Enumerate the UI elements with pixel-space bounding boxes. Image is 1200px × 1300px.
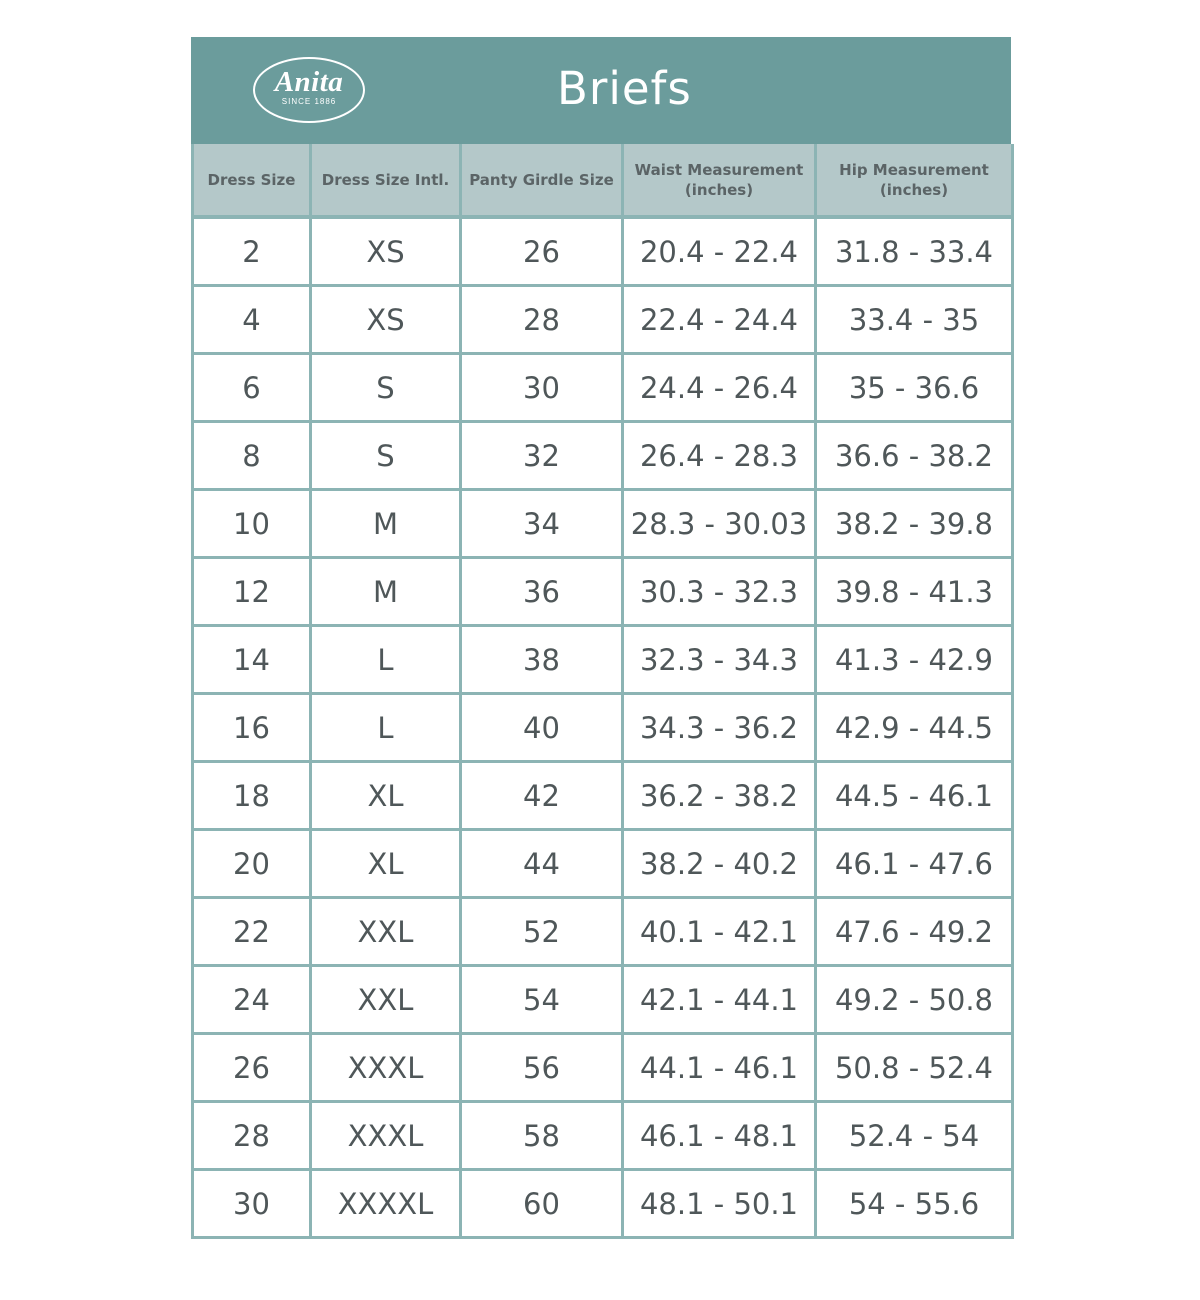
dress-size-intl-cell: XL	[311, 762, 461, 830]
panty-girdle-size-cell: 52	[461, 898, 623, 966]
panty-girdle-size-cell: 32	[461, 422, 623, 490]
dress-size-cell: 10	[193, 490, 311, 558]
header-waist-measurement: Waist Measurement (inches)	[623, 144, 816, 217]
waist-cell: 26.4 - 28.3	[623, 422, 816, 490]
dress-size-cell: 18	[193, 762, 311, 830]
header-dress-size: Dress Size	[193, 144, 311, 217]
waist-cell: 46.1 - 48.1	[623, 1102, 816, 1170]
hip-cell: 54 - 55.6	[816, 1170, 1013, 1238]
table-row	[193, 422, 1013, 490]
panty-girdle-size-cell: 30	[461, 354, 623, 422]
dress-size-cell: 8	[193, 422, 311, 490]
panty-girdle-size-cell: 56	[461, 1034, 623, 1102]
table-row	[193, 1034, 1013, 1102]
table-row	[193, 217, 1013, 286]
panty-girdle-size-cell: 60	[461, 1170, 623, 1238]
hip-cell: 35 - 36.6	[816, 354, 1013, 422]
table-row	[193, 490, 1013, 558]
dress-size-cell: 28	[193, 1102, 311, 1170]
dress-size-cell: 6	[193, 354, 311, 422]
hip-cell: 36.6 - 38.2	[816, 422, 1013, 490]
dress-size-cell: 20	[193, 830, 311, 898]
dress-size-intl-cell: XS	[311, 286, 461, 354]
table-row	[193, 1102, 1013, 1170]
hip-cell: 39.8 - 41.3	[816, 558, 1013, 626]
waist-cell: 40.1 - 42.1	[623, 898, 816, 966]
hip-cell: 33.4 - 35	[816, 286, 1013, 354]
dress-size-intl-cell: XXXXL	[311, 1170, 461, 1238]
hip-cell: 46.1 - 47.6	[816, 830, 1013, 898]
table-row	[193, 694, 1013, 762]
waist-cell: 42.1 - 44.1	[623, 966, 816, 1034]
waist-cell: 44.1 - 46.1	[623, 1034, 816, 1102]
dress-size-intl-cell: M	[311, 558, 461, 626]
hip-cell: 50.8 - 52.4	[816, 1034, 1013, 1102]
panty-girdle-size-cell: 36	[461, 558, 623, 626]
dress-size-cell: 4	[193, 286, 311, 354]
brand-name: Anita	[274, 66, 344, 98]
dress-size-intl-cell: XS	[311, 217, 461, 286]
waist-cell: 28.3 - 30.03	[623, 490, 816, 558]
waist-cell: 38.2 - 40.2	[623, 830, 816, 898]
hip-cell: 44.5 - 46.1	[816, 762, 1013, 830]
waist-cell: 34.3 - 36.2	[623, 694, 816, 762]
hip-cell: 52.4 - 54	[816, 1102, 1013, 1170]
dress-size-cell: 30	[193, 1170, 311, 1238]
table-row	[193, 830, 1013, 898]
hip-cell: 41.3 - 42.9	[816, 626, 1013, 694]
hip-cell: 38.2 - 39.8	[816, 490, 1013, 558]
panty-girdle-size-cell: 58	[461, 1102, 623, 1170]
panty-girdle-size-cell: 26	[461, 217, 623, 286]
table-row	[193, 626, 1013, 694]
dress-size-intl-cell: M	[311, 490, 461, 558]
hip-cell: 47.6 - 49.2	[816, 898, 1013, 966]
dress-size-intl-cell: L	[311, 626, 461, 694]
dress-size-intl-cell: XXXL	[311, 1034, 461, 1102]
header-dress-size-intl: Dress Size Intl.	[311, 144, 461, 217]
hip-cell: 49.2 - 50.8	[816, 966, 1013, 1034]
dress-size-cell: 24	[193, 966, 311, 1034]
table-row	[193, 286, 1013, 354]
header-hip-measurement: Hip Measurement (inches)	[816, 144, 1013, 217]
waist-cell: 20.4 - 22.4	[623, 217, 816, 286]
panty-girdle-size-cell: 54	[461, 966, 623, 1034]
dress-size-intl-cell: S	[311, 354, 461, 422]
size-table	[191, 144, 1014, 1239]
waist-cell: 22.4 - 24.4	[623, 286, 816, 354]
panty-girdle-size-cell: 28	[461, 286, 623, 354]
table-row	[193, 354, 1013, 422]
header-panty-girdle-size: Panty Girdle Size	[461, 144, 623, 217]
panty-girdle-size-cell: 34	[461, 490, 623, 558]
table-row	[193, 558, 1013, 626]
brand-logo	[253, 57, 365, 123]
chart-title: Briefs	[557, 62, 692, 115]
hip-cell: 42.9 - 44.5	[816, 694, 1013, 762]
dress-size-cell: 22	[193, 898, 311, 966]
panty-girdle-size-cell: 38	[461, 626, 623, 694]
dress-size-intl-cell: S	[311, 422, 461, 490]
title-bar	[191, 37, 1011, 144]
dress-size-cell: 26	[193, 1034, 311, 1102]
brand-tagline: SINCE 1886	[281, 97, 337, 106]
waist-cell: 32.3 - 34.3	[623, 626, 816, 694]
table-body	[193, 217, 1013, 1238]
hip-cell: 31.8 - 33.4	[816, 217, 1013, 286]
dress-size-intl-cell: XXL	[311, 898, 461, 966]
dress-size-intl-cell: L	[311, 694, 461, 762]
dress-size-cell: 2	[193, 217, 311, 286]
panty-girdle-size-cell: 40	[461, 694, 623, 762]
size-chart	[191, 37, 1011, 1239]
table-row	[193, 966, 1013, 1034]
waist-cell: 36.2 - 38.2	[623, 762, 816, 830]
dress-size-cell: 12	[193, 558, 311, 626]
waist-cell: 48.1 - 50.1	[623, 1170, 816, 1238]
dress-size-cell: 14	[193, 626, 311, 694]
dress-size-cell: 16	[193, 694, 311, 762]
header-row	[193, 144, 1013, 217]
panty-girdle-size-cell: 42	[461, 762, 623, 830]
table-row	[193, 898, 1013, 966]
table-row	[193, 1170, 1013, 1238]
waist-cell: 24.4 - 26.4	[623, 354, 816, 422]
panty-girdle-size-cell: 44	[461, 830, 623, 898]
waist-cell: 30.3 - 32.3	[623, 558, 816, 626]
dress-size-intl-cell: XXL	[311, 966, 461, 1034]
dress-size-intl-cell: XL	[311, 830, 461, 898]
dress-size-intl-cell: XXXL	[311, 1102, 461, 1170]
table-row	[193, 762, 1013, 830]
